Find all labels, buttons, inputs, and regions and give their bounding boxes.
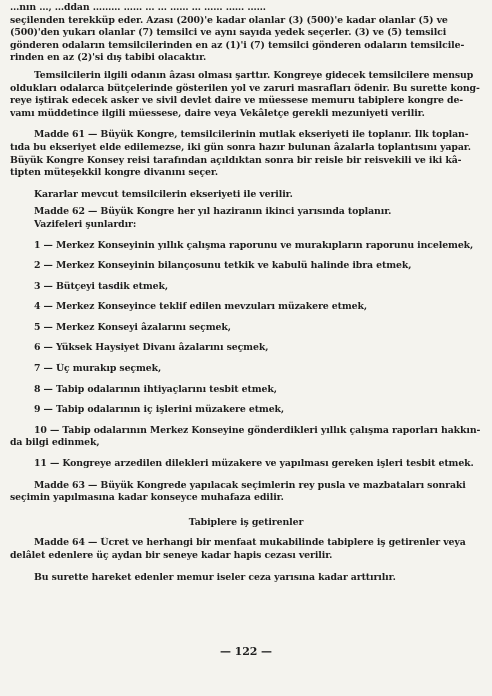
- list-item: 9 — Tabip odalarının iç işlerini müzakere etmek,: [34, 404, 285, 416]
- page-number: — 122 —: [220, 645, 272, 658]
- madde-62-line: Madde 62 — Büyük Kongre her yıl haziranın ikinci yarısında toplanır.: [34, 206, 392, 218]
- madde-61-paragraph: [10, 129, 482, 179]
- text-line: Madde 63 — Büyük Kongrede yapılacak seçimlerin rey pusla ve mazbataları sonraki: [34, 479, 466, 491]
- list-item: 6 — Yüksek Haysiyet Divanı âzalarını seçmek,: [34, 342, 269, 354]
- list-item: 3 — Bütçeyi tasdik etmek,: [34, 280, 168, 292]
- list-item: 10 — Tabip odalarının Merkez Konseyine gönderdikleri yıllık çalışma raporları hakkın-: [34, 424, 481, 436]
- text-line: vamı müddetince ilgili müessese, daire veya Vekâletçe gerekli mezuniyeti verilir.: [10, 107, 425, 119]
- list-item: 1 — Merkez Konseyinin yıllık çalışma raporunu ve murakıpların raporunu incelemek,: [34, 239, 474, 251]
- kararlar-line: Kararlar mevcut temsilcilerin ekseriyeti ile verilir.: [34, 188, 293, 200]
- list-item-continuation: da bilgi edinmek,: [10, 437, 100, 449]
- page-number-container: [0, 646, 492, 659]
- text-line: seçimin yapılmasına kadar konseyce muhafaza edilir.: [10, 492, 284, 504]
- top-paragraph: [10, 2, 482, 65]
- list-item: 7 — Üç murakıp seçmek,: [34, 363, 162, 375]
- text-line: Temsilcilerin ilgili odanın âzası olması şarttır. Kongreye gidecek temsilcilere mensup: [34, 69, 474, 81]
- madde-64-paragraph: [10, 537, 482, 562]
- list-item: 11 — Kongreye arzedilen dilekleri müzakere ve yapılması gereken işleri tesbit etmek.: [34, 458, 474, 470]
- list-item: 5 — Merkez Konseyi âzalarını seçmek,: [34, 321, 231, 333]
- madde-63-paragraph: [10, 480, 482, 505]
- text-line: oldukları odalarca bütçelerinde gösterilen yol ve zaruri masrafları ödenir. Bu surette kong-: [10, 82, 480, 94]
- list-item: 2 — Merkez Konseyinin bilançosunu tetkik ve kabulü halinde ibra etmek,: [34, 260, 412, 272]
- temsilciler-paragraph: [10, 70, 482, 120]
- text-line: Büyük Kongre Konsey reisi tarafından açıldıktan sonra bir reisle bir reisvekili ve iki kâ-: [10, 154, 462, 166]
- text-line: gönderen odaların temsilcilerinden en az (1)'i (7) temsilci gönderen odaların temsilcile-: [10, 39, 465, 51]
- text-line: …nın …, …ddan ……… …… … … …… … …… …… ……: [10, 2, 266, 13]
- closing-line: Bu surette hareket edenler memur iseler ceza yarısına kadar arttırılır.: [34, 571, 396, 583]
- text-line: rinden en az (2)'si dış tabibi olacaktır.: [10, 52, 207, 64]
- section-heading: Tabiplere iş getirenler: [188, 516, 304, 528]
- duties-list: [10, 240, 482, 471]
- text-line: Madde 64 — Ücret ve herhangi bir menfaat mukabilinde tabiplere iş getirenler veya: [34, 537, 466, 549]
- vazifeleri-line: Vazifeleri şunlardır:: [34, 218, 137, 230]
- list-item: 8 — Tabip odalarının ihtiyaçlarını tesbit etmek,: [34, 383, 277, 395]
- list-item: 4 — Merkez Konseyince teklif edilen mevzuları müzakere etmek,: [34, 301, 368, 313]
- text-line: tipten müteşekkil kongre divanını seçer.: [10, 167, 218, 179]
- text-line: (500)'den yukarı olanlar (7) temsilci ve aynı sayıda yedek seçerler. (3) ve (5) temsilci: [10, 27, 447, 39]
- text-line: Madde 61 — Büyük Kongre, temsilcilerinin mutlak ekseriyeti ile toplanır. İlk toplan-: [34, 129, 469, 141]
- text-line: delâlet edenlere üç aydan bir seneye kadar hapis cezası verilir.: [10, 550, 333, 561]
- text-line: reye iştirak edecek asker ve sivil devlet daire ve müessese memuru tabiplere kongre de-: [10, 95, 464, 107]
- text-line: tıda bu ekseriyet elde edilemezse, iki gün sonra hazır bulunan âzalarla toplantısını yapar.: [10, 141, 471, 153]
- text-line: seçilenden terekküp eder. Azası (200)'e kadar olanlar (3) (500)'e kadar olanlar (5) ve: [10, 14, 448, 26]
